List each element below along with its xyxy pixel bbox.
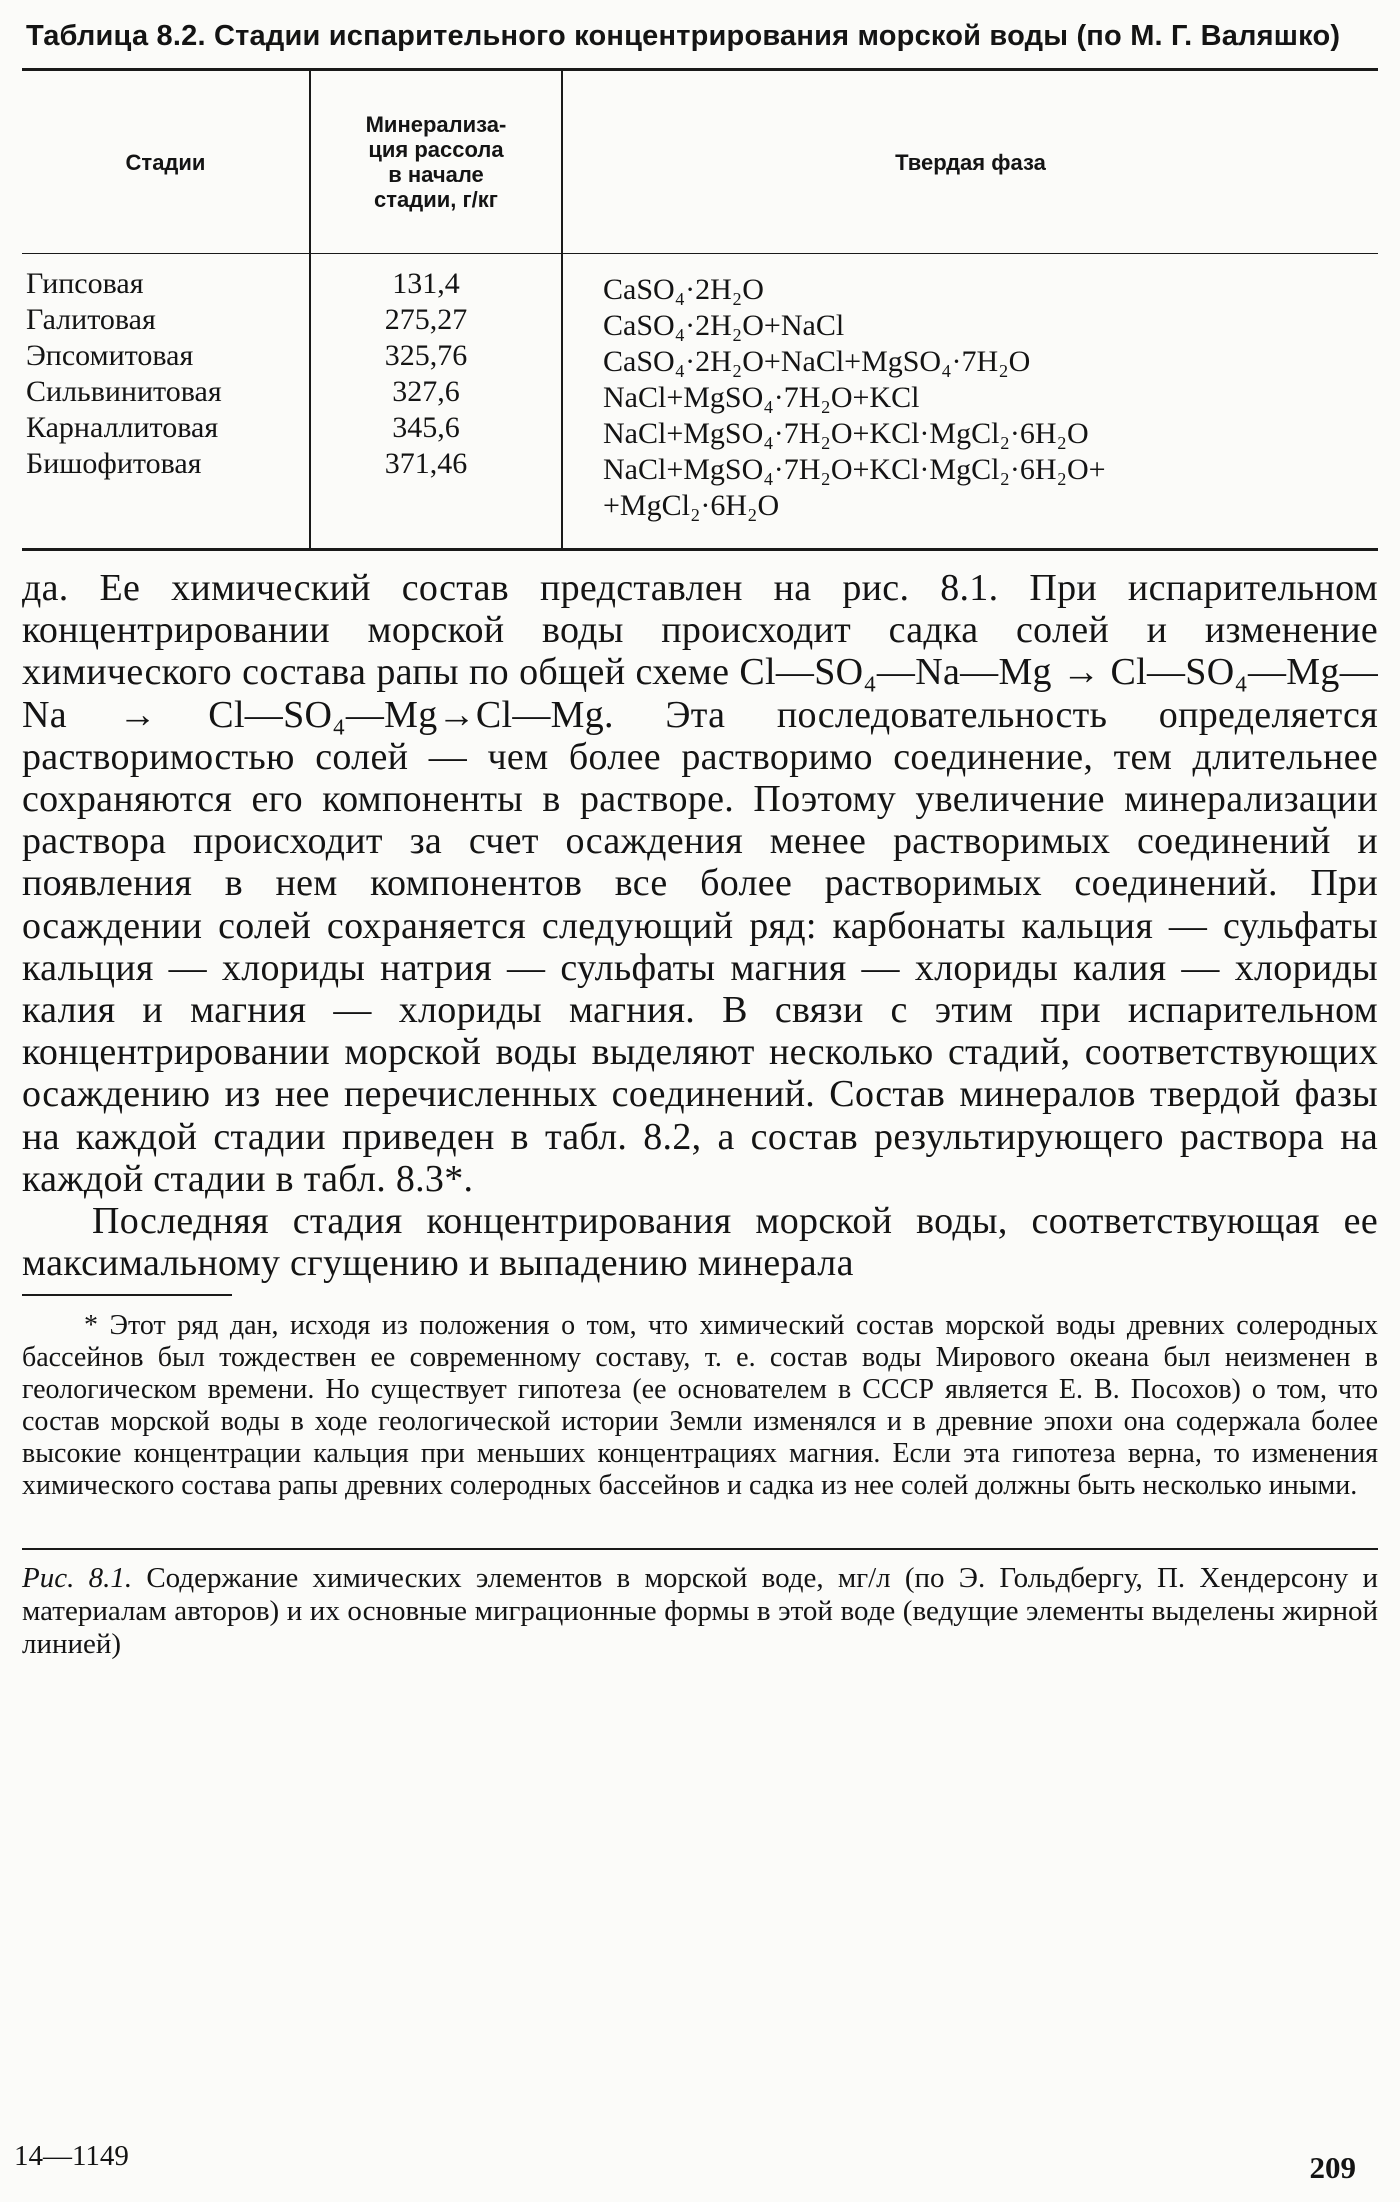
header-mineralization-line: Минерализа- <box>365 112 507 137</box>
mineralization-value: 345,6 <box>392 411 460 444</box>
printer-signature: 14—1149 <box>14 2140 129 2172</box>
header-mineralization-line: ция рассола <box>368 137 504 162</box>
mineralization-value: 371,46 <box>384 447 468 480</box>
header-mineralization-line: стадии, г/кг <box>374 187 498 212</box>
header-mineralization <box>310 71 562 253</box>
stage-name: Карналлитовая <box>26 411 219 444</box>
stage-name: Бишофитовая <box>26 447 202 480</box>
mineralization-value: 275,27 <box>384 303 468 336</box>
solid-phase-formula: NaCl+MgSO₄·7H₂O+KCl·MgCl₂·6H₂O <box>603 417 1089 450</box>
footnote-rule <box>22 1294 232 1296</box>
stage-name: Сильвинитовая <box>26 375 222 408</box>
header-stage: Стадии <box>125 149 206 175</box>
table-body-row <box>22 254 1378 548</box>
header-solid-phase: Твердая фаза <box>895 149 1046 175</box>
solid-phase-cell <box>562 254 1378 548</box>
solid-phase-formula: CaSO₄·2H₂O <box>603 273 764 306</box>
solid-phase-formula: CaSO₄·2H₂O+NaCl+MgSO₄·7H₂O <box>603 345 1031 378</box>
table-bottom-rule <box>22 548 1378 551</box>
stages-table-block <box>22 68 1378 551</box>
paragraph: да. Ее химический состав представлен на рис. 8.1. При испарительном концентрировании морской воды происходит садка солей и изменение химического состава рапы по общей схеме Cl—SO₄—Na—Mg → Cl—SO₄—Mg—Na → Cl—SO₄—Mg→Cl—Mg. Эта последовательность определяется растворимостью солей — чем более растворимо соединение, тем длительнее сохраняются его компоненты в растворе. Поэтому увеличение минерализации раствора происходит за счет осаждения менее растворимых соединений и появления в нем компонентов все более растворимых соединений. При осаждении солей сохраняется следующий ряд: карбонаты кальция — сульфаты кальция — хлориды натрия — сульфаты магния — хлориды калия — хлориды калия и магния — хлориды магния. В связи с этим при испарительном концентрировании морской воды выделяют несколько стадий, соответствующих осаждению из нее перечисленных соединений. Состав минералов твердой фазы на каждой стадии приведен в табл. 8.2, а состав результирующего раствора на каждой стадии в табл. 8.3*. <box>22 567 1378 1200</box>
page-number: 209 <box>1309 2150 1356 2185</box>
mineralization-value: 327,6 <box>392 375 460 408</box>
figure-rule <box>22 1548 1378 1550</box>
solid-phase-formula: NaCl+MgSO₄·7H₂O+KCl <box>603 381 920 414</box>
mineralization-value: 131,4 <box>392 267 460 300</box>
mineralization-value: 325,76 <box>384 339 468 372</box>
header-mineralization-line: в начале <box>388 162 484 187</box>
footnote-text: * Этот ряд дан, исходя из положения о том, что химический состав морской воды древних солеродных бассейнов был тождествен ее современному составу, т. е. состав воды Мирового океана был неизменен в геологическом времени. Но существует гипотеза (ее основателем в СССР является Е. В. Посохов) о том, что состав морской воды в ходе геологической истории Земли изменялся и в древние эпохи она содержала более высокие концентрации кальция при меньших концентрациях магния. Если эта гипотеза верна, то изменения химического состава рапы древних солеродных бассейнов и садка из нее солей должны быть несколько иными. <box>22 1310 1378 1502</box>
figure-caption <box>22 1562 1378 1661</box>
main-text <box>22 567 1378 1284</box>
figure-caption-text: Содержание химических элементов в морской воде, мг/л (по Э. Гольдбергу, П. Хендерсону и материалам авторов) и их основные миграционные формы в этой воде (ведущие элементы выделены жирной линией) <box>22 1562 1378 1661</box>
stage-name: Гипсовая <box>26 267 144 300</box>
solid-phase-formula: +MgCl₂·6H₂O <box>603 489 780 522</box>
mineralization-cell <box>310 254 562 548</box>
figure-label: Рис. 8.1. <box>22 1562 133 1595</box>
stages-table <box>22 71 1378 548</box>
paragraph: Последняя стадия концентрирования морской воды, соответствующая ее максимальному сгущению и выпадению минерала <box>22 1200 1378 1285</box>
footnote <box>22 1310 1378 1502</box>
table-caption: Таблица 8.2. Стадии испарительного концентрирования морской воды (по М. Г. Валяшко) <box>26 20 1341 52</box>
solid-phase-formula: CaSO₄·2H₂O+NaCl <box>603 309 845 342</box>
stage-name: Галитовая <box>26 303 156 336</box>
solid-phase-formula: NaCl+MgSO₄·7H₂O+KCl·MgCl₂·6H₂O+ <box>603 453 1106 486</box>
stage-name: Эпсомитовая <box>26 339 194 372</box>
book-page <box>22 18 1378 1661</box>
stage-names-cell <box>22 254 310 548</box>
table-header-row <box>22 71 1378 253</box>
